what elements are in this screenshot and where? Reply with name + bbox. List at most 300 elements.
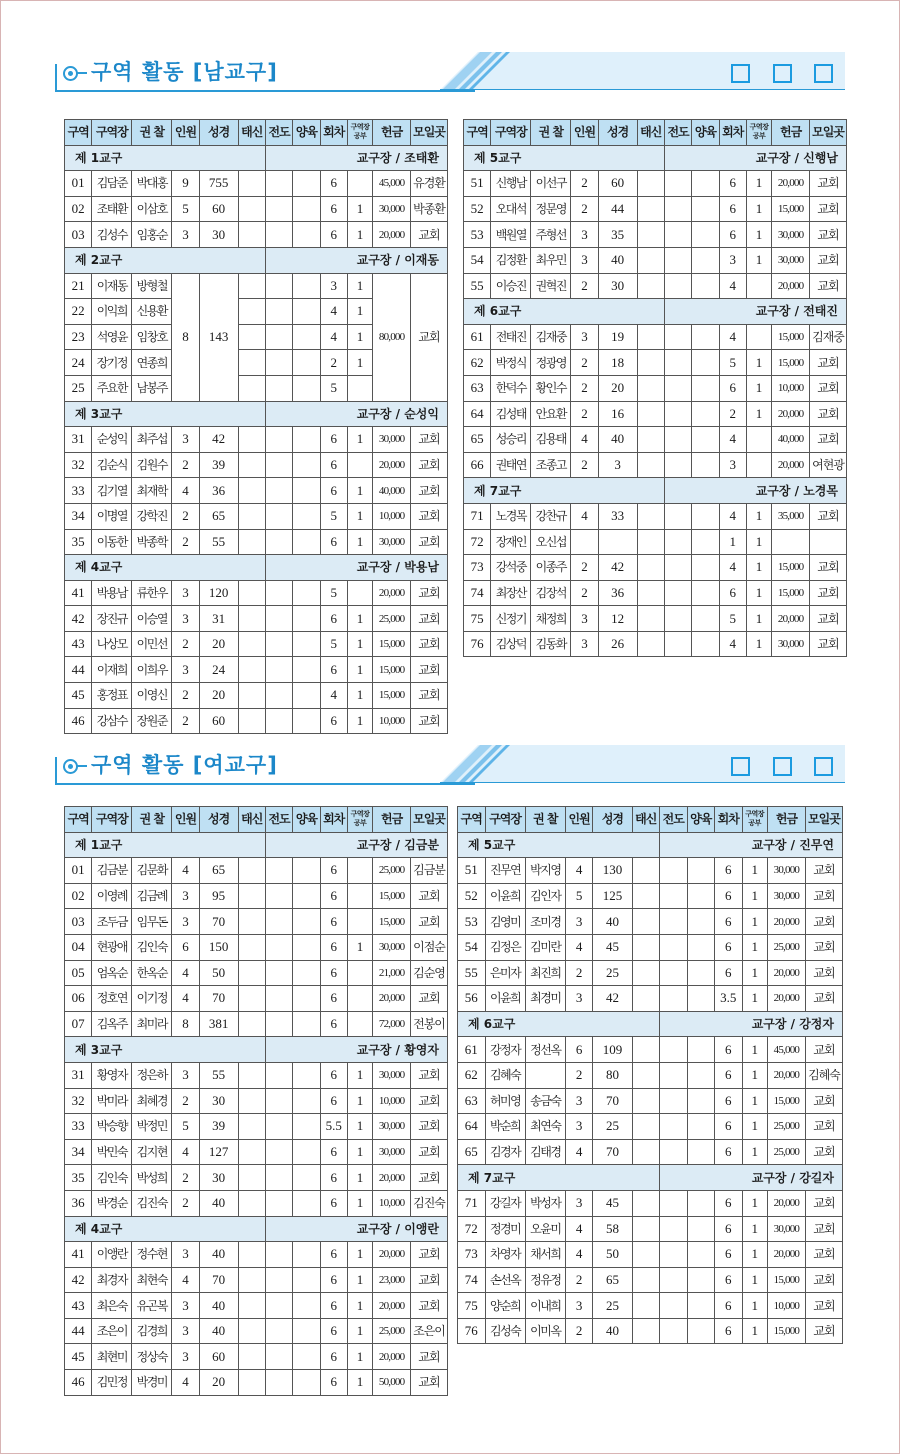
cell-col-area: 61 [464,324,491,350]
cell-col-leader-study: 1 [347,1267,372,1293]
cell-col-evangelism [664,222,691,248]
cell-col-sessions: 6 [719,196,746,222]
group-leader: 교구장 / 신행남 [664,145,846,171]
cell-col-place: 교회 [810,273,847,299]
header-square-icon [814,64,833,83]
cell-col-area: 22 [65,299,92,325]
cell-col-leader: 조태환 [92,196,132,222]
cell-col-bible: 95 [199,883,238,909]
cell-col-place: 교회 [411,1293,448,1319]
cell-col-place: 교회 [411,452,448,478]
group-name: 제 5교구 [464,145,665,171]
cell-col-leader: 김혜숙 [485,1062,525,1088]
cell-col-evangelism [265,1062,292,1088]
group-header-row [65,832,448,858]
cell-col-helper: 안요환 [531,401,571,427]
header-col-leader-study: 구역장 공부 [347,120,372,146]
cell-col-place: 교회 [805,934,842,960]
table-row [65,1011,448,1037]
header-col-area: 구역 [458,807,486,833]
cell-col-leader: 석영윤 [92,324,132,350]
cell-col-leader: 양순희 [485,1293,525,1319]
cell-col-bible: 30 [199,1088,238,1114]
table-row [65,606,448,632]
cell-col-tesin [632,934,660,960]
header-col-bible: 성경 [199,120,238,146]
cell-col-leader-study: 1 [746,401,771,427]
cell-col-offering: 25,000 [767,1114,805,1140]
cell-col-area: 41 [65,1242,92,1268]
header-col-area: 구역 [464,120,491,146]
cell-col-tesin [637,503,664,529]
cell-col-area: 01 [65,858,92,884]
cell-col-sessions: 6 [320,1370,347,1396]
cell-col-nurture [293,1114,320,1140]
cell-col-bible: 40 [199,1242,238,1268]
cell-col-offering: 10,000 [373,1190,411,1216]
cell-col-tesin [238,708,265,734]
cell-col-sessions: 6 [715,960,743,986]
cell-col-evangelism [265,909,292,935]
cell-col-helper: 연종희 [132,350,172,376]
cell-col-offering: 10,000 [373,708,411,734]
cell-col-offering: 35,000 [772,503,810,529]
cell-col-place: 교회 [411,657,448,683]
cell-col-members: 3 [172,606,199,632]
cell-col-area: 33 [65,1114,92,1140]
cell-col-members: 4 [571,427,598,453]
cell-col-leader: 이명열 [92,503,132,529]
cell-col-helper: 김태경 [525,1139,565,1165]
cell-col-evangelism [660,1114,688,1140]
header-col-leader: 구역장 [92,120,132,146]
cell-col-members: 4 [571,503,598,529]
cell-col-evangelism [664,273,691,299]
cell-col-bible: 33 [598,503,637,529]
table-row [65,657,448,683]
cell-col-nurture [692,222,719,248]
table-row [458,1242,843,1268]
cell-col-helper: 김문화 [132,858,172,884]
cell-col-tesin [632,1293,660,1319]
cell-col-place: 교회 [805,1037,842,1063]
cell-col-leader-study [347,1011,372,1037]
cell-col-area: 76 [458,1318,486,1344]
cell-col-nurture [692,503,719,529]
cell-col-helper: 권혁진 [531,273,571,299]
cell-col-leader: 황영자 [92,1062,132,1088]
cell-col-sessions: 6 [715,909,743,935]
cell-col-tesin [238,1293,265,1319]
cell-col-place: 교회 [411,1114,448,1140]
cell-col-helper: 정선옥 [525,1037,565,1063]
cell-col-area: 53 [458,909,486,935]
cell-col-leader: 강삼수 [92,708,132,734]
header-col-bible: 성경 [199,807,238,833]
cell-col-offering: 21,000 [373,960,411,986]
table-row [458,1037,843,1063]
cell-col-bible: 70 [593,1088,632,1114]
cell-col-members: 3 [565,1114,593,1140]
cell-col-leader: 이재희 [92,657,132,683]
cell-col-members: 2 [172,503,199,529]
cell-col-leader: 권태연 [491,452,531,478]
group-header-row [464,299,847,325]
header-col-members: 인원 [571,120,598,146]
cell-col-area: 71 [458,1190,486,1216]
cell-col-nurture [293,1088,320,1114]
cell-col-leader: 이동한 [92,529,132,555]
cell-col-helper: 박성희 [132,1165,172,1191]
table-row [65,503,448,529]
cell-col-bible: 39 [199,452,238,478]
cell-col-leader: 은미자 [485,960,525,986]
table-row [65,708,448,734]
cell-col-helper: 오윤미 [525,1216,565,1242]
cell-col-members: 2 [571,375,598,401]
cell-col-tesin [637,196,664,222]
cell-col-helper: 최재학 [132,478,172,504]
cell-col-place: 교회 [810,375,847,401]
section-title: 구역 활동 [여교구] [91,753,278,777]
cell-col-leader-study: 1 [347,1088,372,1114]
cell-col-members: 4 [172,858,199,884]
cell-col-leader: 강길자 [485,1190,525,1216]
cell-col-offering: 20,000 [772,273,810,299]
cell-col-leader-study: 1 [742,909,767,935]
cell-col-evangelism [660,934,688,960]
group-name: 제 1교구 [65,145,266,171]
cell-col-nurture [692,401,719,427]
cell-col-helper: 이종주 [531,555,571,581]
cell-col-helper: 최미라 [132,1011,172,1037]
cell-col-offering: 50,000 [373,1370,411,1396]
cell-col-tesin [632,858,660,884]
header-col-leader: 구역장 [491,120,531,146]
cell-col-helper: 이영신 [132,683,172,709]
cell-col-tesin [238,1267,265,1293]
cell-col-tesin [238,580,265,606]
header-bullet-icon [63,759,78,774]
cell-col-bible: 150 [199,934,238,960]
cell-col-helper: 김동화 [531,631,571,657]
cell-col-helper [525,1062,565,1088]
cell-col-bible: 42 [593,986,632,1012]
cell-col-nurture [293,909,320,935]
header-col-leader-study: 구역장 공부 [746,120,771,146]
cell-col-sessions: 5 [719,350,746,376]
cell-col-evangelism [265,631,292,657]
cell-col-members: 5 [172,196,199,222]
cell-col-offering: 20,000 [373,1344,411,1370]
header-col-offering: 헌금 [767,807,805,833]
cell-col-leader-study: 1 [347,631,372,657]
cell-col-leader: 주요한 [92,375,132,401]
cell-col-nurture [293,1139,320,1165]
cell-col-leader: 최경자 [92,1267,132,1293]
cell-col-leader: 박승향 [92,1114,132,1140]
cell-col-leader: 강정자 [485,1037,525,1063]
cell-col-nurture [692,375,719,401]
table-row [464,452,847,478]
cell-col-helper: 신용환 [132,299,172,325]
cell-col-leader: 이윤희 [485,986,525,1012]
cell-col-members: 3 [571,324,598,350]
cell-col-area: 64 [464,401,491,427]
cell-col-area: 45 [65,683,92,709]
cell-col-leader: 엄옥순 [92,960,132,986]
cell-col-sessions: 4 [719,631,746,657]
cell-col-helper: 최혜경 [132,1088,172,1114]
table-row [458,858,843,884]
table-row [464,555,847,581]
cell-col-area: 03 [65,222,92,248]
cell-col-area: 21 [65,273,92,299]
cell-col-helper: 정광영 [531,350,571,376]
cell-col-evangelism [265,580,292,606]
group-leader: 교구장 / 김금분 [265,832,447,858]
cell-col-area: 34 [65,1139,92,1165]
group-leader: 교구장 / 진무연 [660,832,843,858]
cell-col-area: 63 [464,375,491,401]
cell-col-helper: 최진희 [525,960,565,986]
cell-col-evangelism [660,1267,688,1293]
cell-col-sessions: 6 [715,1190,743,1216]
table-header-row [458,807,843,833]
cell-col-nurture [692,452,719,478]
cell-col-place: 조은이 [411,1318,448,1344]
cell-col-place: 교회 [411,529,448,555]
cell-col-tesin [632,1062,660,1088]
cell-col-helper: 정은하 [132,1062,172,1088]
cell-col-evangelism [265,452,292,478]
table-row [65,858,448,884]
cell-col-leader-study [347,375,372,401]
cell-col-evangelism [265,1088,292,1114]
cell-col-leader-study [746,427,771,453]
cell-col-offering: 20,000 [373,452,411,478]
cell-col-tesin [632,986,660,1012]
cell-col-tesin [238,631,265,657]
table-row [65,1190,448,1216]
cell-col-nurture [687,1139,715,1165]
cell-col-leader-study [746,324,771,350]
cell-col-leader: 조은이 [92,1318,132,1344]
cell-col-sessions: 6 [320,934,347,960]
cell-col-leader: 성승리 [491,427,531,453]
table-row [458,1062,843,1088]
cell-col-bible: 58 [593,1216,632,1242]
cell-col-leader: 최은숙 [92,1293,132,1319]
cell-col-nurture [687,1242,715,1268]
cell-col-sessions: 6 [320,960,347,986]
cell-col-nurture [293,529,320,555]
cell-col-members: 3 [172,909,199,935]
cell-col-helper: 남봉주 [132,375,172,401]
cell-col-members: 3 [172,222,199,248]
group-leader: 교구장 / 이재동 [265,247,447,273]
table-row [458,1139,843,1165]
cell-col-nurture [293,299,320,325]
cell-col-members: 4 [565,934,593,960]
cell-col-sessions: 6 [719,171,746,197]
cell-col-leader: 김순식 [92,452,132,478]
header-col-place: 모일곳 [805,807,842,833]
cell-col-sessions: 6 [320,1011,347,1037]
cell-col-nurture [293,1242,320,1268]
cell-col-nurture [293,1011,320,1037]
cell-col-tesin [238,1114,265,1140]
table-row [65,196,448,222]
table-row [65,1242,448,1268]
cell-col-place: 교회 [411,1344,448,1370]
cell-col-tesin [637,606,664,632]
header-col-area: 구역 [65,807,92,833]
cell-col-members: 8 [172,273,199,401]
cell-col-place: 교회 [810,171,847,197]
header-col-leader: 구역장 [92,807,132,833]
cell-col-area: 32 [65,452,92,478]
cell-col-offering: 25,000 [373,606,411,632]
cell-col-tesin [637,273,664,299]
cell-col-leader: 김상덕 [491,631,531,657]
cell-col-place: 교회 [805,986,842,1012]
table-row [464,273,847,299]
cell-col-evangelism [660,986,688,1012]
group-name: 제 4교구 [65,555,266,581]
cell-col-place: 교회 [411,606,448,632]
cell-col-place: 교회 [810,631,847,657]
cell-col-sessions: 6 [719,580,746,606]
cell-col-sessions: 6 [320,657,347,683]
cell-col-sessions: 5 [320,503,347,529]
cell-col-sessions: 6 [715,883,743,909]
table-row [464,247,847,273]
cell-col-sessions: 4 [719,555,746,581]
cell-col-place: 교회 [411,1267,448,1293]
cell-col-sessions: 6 [320,858,347,884]
cell-col-leader-study: 1 [347,1370,372,1396]
cell-col-place: 교회 [810,580,847,606]
cell-col-area: 42 [65,1267,92,1293]
cell-col-evangelism [660,1062,688,1088]
cell-col-leader-study: 1 [347,657,372,683]
cell-col-nurture [293,503,320,529]
cell-col-sessions: 3 [719,452,746,478]
table-row [65,1318,448,1344]
cell-col-leader: 장진규 [92,606,132,632]
table-header-row [65,120,448,146]
table-row [458,1267,843,1293]
cell-col-place [810,529,847,555]
cell-col-nurture [293,606,320,632]
cell-col-evangelism [660,1139,688,1165]
cell-col-place: 교회 [411,503,448,529]
cell-col-members: 3 [565,986,593,1012]
cell-col-area: 31 [65,1062,92,1088]
cell-col-tesin [238,960,265,986]
cell-col-leader-study [347,986,372,1012]
cell-col-tesin [637,452,664,478]
cell-col-helper: 강학진 [132,503,172,529]
cell-col-place: 교회 [411,986,448,1012]
cell-col-bible: 127 [199,1139,238,1165]
group-leader: 교구장 / 이앵란 [265,1216,447,1242]
cell-col-leader-study: 1 [746,555,771,581]
cell-col-tesin [238,324,265,350]
cell-col-leader: 이재동 [92,273,132,299]
cell-col-place: 여현광 [810,452,847,478]
group-header-row [65,1216,448,1242]
cell-col-offering: 15,000 [373,683,411,709]
cell-col-sessions: 6 [320,1139,347,1165]
cell-col-evangelism [660,1318,688,1344]
cell-col-tesin [632,1037,660,1063]
cell-col-area: 54 [458,934,486,960]
cell-col-place: 김진숙 [411,1190,448,1216]
cell-col-offering: 40,000 [373,478,411,504]
cell-col-tesin [238,1011,265,1037]
header-col-offering: 헌금 [373,807,411,833]
cell-col-place: 교회 [411,427,448,453]
cell-col-place: 교회 [810,401,847,427]
cell-col-leader-study: 1 [347,503,372,529]
header-col-tesin: 태신 [238,807,265,833]
cell-col-area: 43 [65,631,92,657]
cell-col-helper: 임창호 [132,324,172,350]
cell-col-bible: 26 [598,631,637,657]
cell-col-members: 2 [172,452,199,478]
cell-col-sessions: 2 [719,401,746,427]
cell-col-leader: 최현미 [92,1344,132,1370]
cell-col-evangelism [265,375,292,401]
cell-col-nurture [293,427,320,453]
cell-col-place: 김혜숙 [805,1062,842,1088]
cell-col-members: 2 [565,1062,593,1088]
cell-col-bible: 65 [199,858,238,884]
cell-col-area: 75 [464,606,491,632]
cell-col-place: 교회 [810,196,847,222]
cell-col-bible: 70 [199,909,238,935]
header-col-leader: 구역장 [485,807,525,833]
cell-col-bible: 45 [593,934,632,960]
cell-col-evangelism [265,503,292,529]
cell-col-place: 교회 [411,1242,448,1268]
cell-col-tesin [637,171,664,197]
header-col-tesin: 태신 [632,807,660,833]
cell-col-tesin [632,883,660,909]
table-row [458,1293,843,1319]
cell-col-leader: 박순희 [485,1114,525,1140]
cell-col-offering: 15,000 [772,555,810,581]
cell-col-place: 교회 [810,606,847,632]
cell-col-tesin [238,1370,265,1396]
cell-col-helper: 김미란 [525,934,565,960]
cell-col-sessions: 6 [715,1293,743,1319]
cell-col-leader: 박민숙 [92,1139,132,1165]
cell-col-area: 04 [65,934,92,960]
cell-col-leader-study [746,273,771,299]
cell-col-helper: 이삼호 [132,196,172,222]
cell-col-place: 유경환 [411,171,448,197]
cell-col-evangelism [660,1216,688,1242]
cell-col-leader-study: 1 [746,247,771,273]
cell-col-area: 43 [65,1293,92,1319]
cell-col-area: 65 [458,1139,486,1165]
cell-col-helper: 송금숙 [525,1088,565,1114]
cell-col-leader: 박경순 [92,1190,132,1216]
cell-col-evangelism [664,529,691,555]
